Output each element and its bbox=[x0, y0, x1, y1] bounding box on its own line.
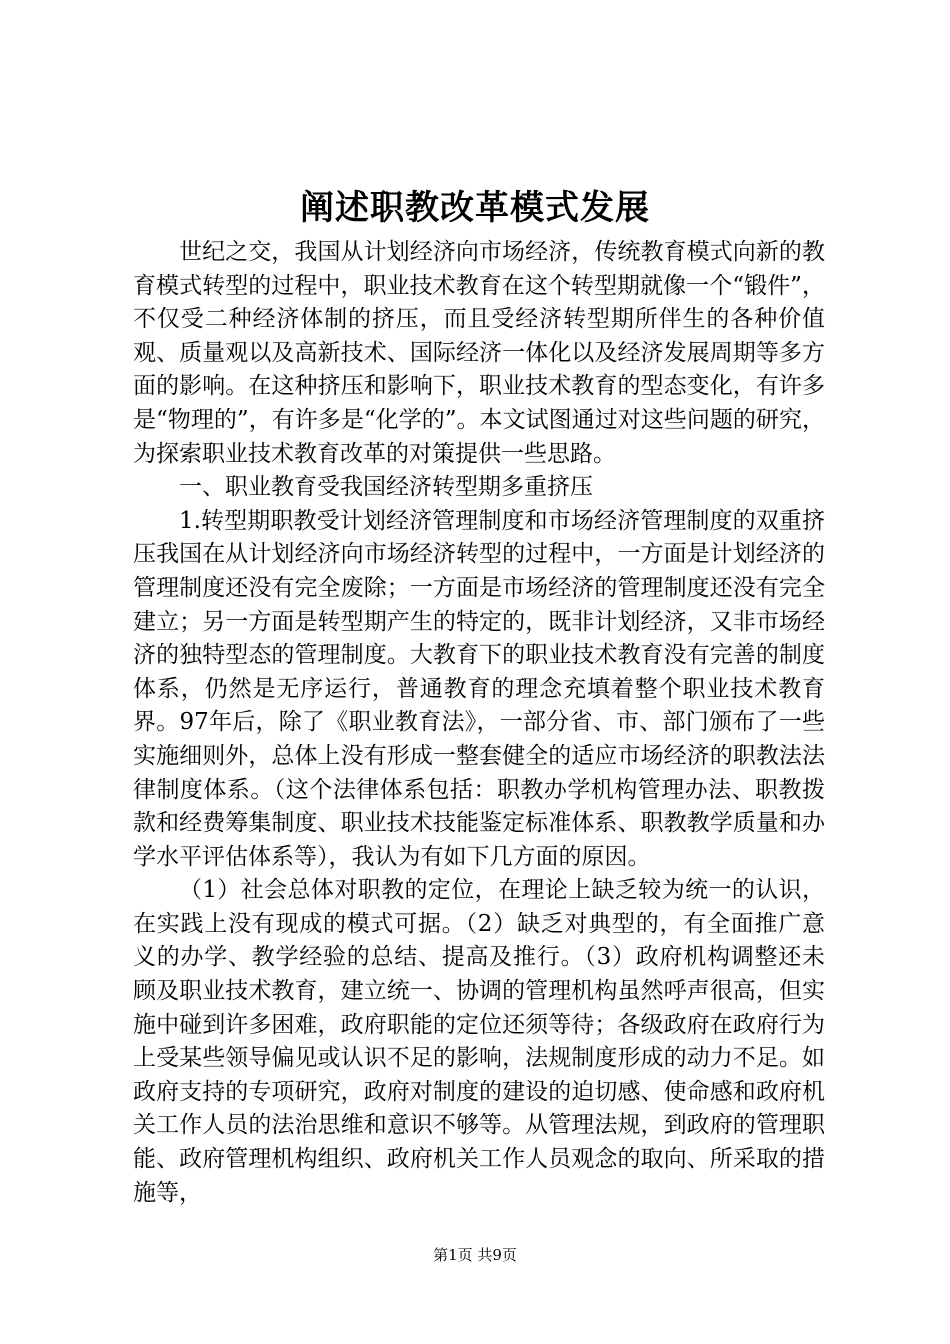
paragraph-reasons: （1）社会总体对职教的定位，在理论上缺乏较为统一的认识，在实践上没有现成的模式可据。（2）缺乏对典型的，有全面推广意义的办学、教学经验的总结、提高及推行。（3）政府机构调整还未顾及职业技术教育，建立统一、协调的管理机构虽然呼声很高，但实施中碰到许多困难，政府职能的定位还须等待；各级政府在政府行为上受某些领导偏见或认识不足的影响，法规制度形成的动力不足。如政府支持的专项研究，政府对制度的建设的迫切感、使命感和政府机关工作人员的法治思维和意识不够等。从管理法规，到政府的管理职能、政府管理机构组织、政府机关工作人员观念的取向、所采取的措施等， bbox=[133, 877, 825, 1206]
document-body bbox=[133, 236, 825, 1210]
paragraph-dual-pressure: 1.转型期职教受计划经济管理制度和市场经济管理制度的双重挤压我国在从计划经济向市场经济转型的过程中，一方面是计划经济的管理制度还没有完全废除；一方面是市场经济的管理制度还没有完全建立；另一方面是转型期产生的特定的，既非计划经济，又非市场经济的独特型态的管理制度。大教育下的职业技术教育没有完善的制度体系，仍然是无序运行，普通教育的理念充填着整个职业技术教育界。97年后，除了《职业教育法》，一部分省、市、部门颁布了一些实施细则外，总体上没有形成一整套健全的适应市场经济的职教法法律制度体系。（这个法律体系包括：职教办学机构管理办法、职教拨款和经费筹集制度、职业技术技能鉴定标准体系、职教教学质量和办学水平评估体系等），我认为有如下几方面的原因。 bbox=[133, 507, 825, 870]
document-title: 阐述职教改革模式发展 bbox=[300, 188, 650, 228]
paragraph-intro: 世纪之交，我国从计划经济向市场经济，传统教育模式向新的教育模式转型的过程中，职业技术教育在这个转型期就像一个“锻件”，不仅受二种经济体制的挤压，而且受经济转型期所伴生的各种价值观、质量观以及高新技术、国际经济一体化以及经济发展周期等多方面的影响。在这种挤压和影响下，职业技术教育的型态变化，有许多是“物理的”，有许多是“化学的”。本文试图通过对这些问题的研究，为探索职业技术教育改革的对策提供一些思路。 bbox=[133, 239, 825, 467]
page-footer: 第1页 共9页 bbox=[433, 1246, 517, 1264]
section-heading: 一、职业教育受我国经济转型期多重挤压 bbox=[179, 474, 593, 501]
